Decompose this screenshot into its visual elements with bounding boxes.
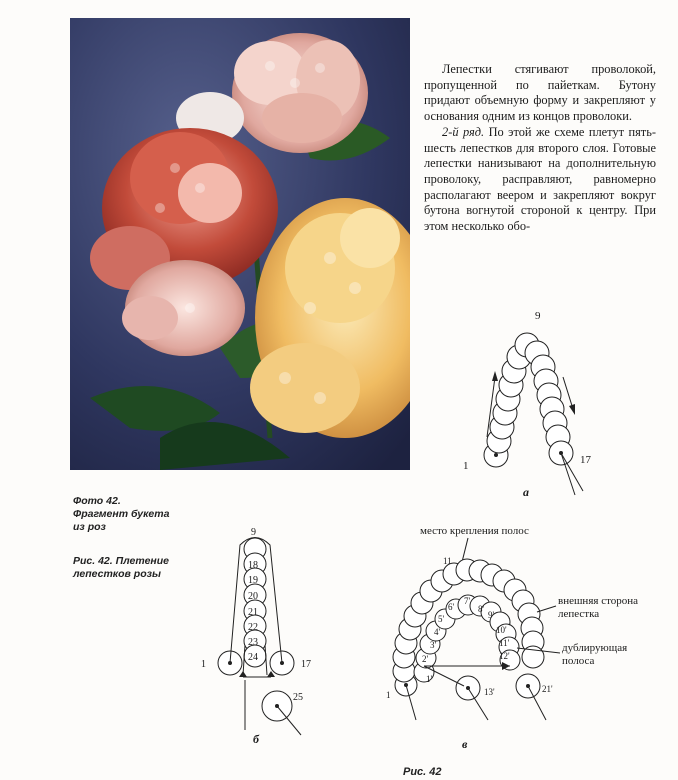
diagram-b-label: б bbox=[253, 732, 259, 745]
diagram-b-num-19: 19 bbox=[248, 575, 258, 586]
diagram-v bbox=[372, 520, 678, 755]
photo-caption: Фото 42. Фрагмент букета из роз bbox=[73, 495, 170, 533]
row-heading: 2-й ряд. bbox=[442, 124, 485, 139]
num-8p: 8' bbox=[478, 604, 485, 614]
diagram-b-bottom-number: 25 bbox=[293, 692, 303, 703]
num-3p: 3' bbox=[430, 640, 437, 650]
paragraph-2 bbox=[424, 125, 656, 235]
rose-bouquet-photo bbox=[70, 18, 410, 470]
diagram-b-num-23: 23 bbox=[248, 637, 258, 648]
outer-side-label-1: внешняя сторона bbox=[558, 595, 639, 607]
body-text bbox=[424, 62, 656, 235]
figure-caption: Рис. 42. Плетение лепестков розы bbox=[73, 555, 170, 580]
diagram-a-right-number: 17 bbox=[580, 454, 591, 466]
figure-title: Рис. 42 bbox=[403, 766, 442, 778]
num-9p: 9' bbox=[488, 610, 495, 620]
num-11: 11 bbox=[443, 556, 452, 566]
diagram-a-left-number: 1 bbox=[463, 460, 469, 472]
num-13p: 13' bbox=[484, 687, 495, 697]
num-1p: 1' bbox=[426, 674, 433, 684]
num-11p: 11' bbox=[499, 638, 510, 648]
dup-strip-label-2: полоса bbox=[562, 655, 595, 667]
num-10p: 10' bbox=[496, 625, 507, 635]
attach-point-label: место крепления полос bbox=[420, 525, 529, 537]
diagram-a bbox=[455, 305, 605, 500]
num-4p: 4' bbox=[434, 627, 441, 637]
num-6p: 6' bbox=[448, 602, 455, 612]
diagram-b-num-20: 20 bbox=[248, 591, 258, 602]
diagram-b-num-18: 18 bbox=[248, 560, 258, 571]
num-2p: 2' bbox=[422, 654, 429, 664]
diagram-b bbox=[195, 525, 325, 745]
diagram-b-num-9: 9 bbox=[251, 527, 256, 538]
num-21p: 21' bbox=[542, 684, 553, 694]
diagram-v-label: в bbox=[462, 737, 468, 751]
num-7p: 7' bbox=[464, 596, 471, 606]
num-12p: 12' bbox=[499, 651, 510, 661]
outer-side-label-2: лепестка bbox=[558, 608, 600, 620]
paragraph-1: Лепестки стягивают проволокой, пропущенной по пайеткам. Бутону придают объемную форму и закрепляют у основания одним из концов проволоки. bbox=[424, 62, 656, 124]
diagram-b-num-22: 22 bbox=[248, 622, 258, 633]
dup-strip-label-1: дублирующая bbox=[562, 642, 628, 654]
paragraph-2-text: По этой же схеме плетут пять-шесть лепестков для второго слоя. Готовые лепестки нанизывают на дополнительную проволоку, расправляют, равномерно располагают веером и закрепляют вокруг бутона вогнутой стороной к центру. При этом несколько обо- bbox=[424, 124, 656, 234]
diagram-a-top-number: 9 bbox=[535, 310, 541, 322]
diagram-b-right-number: 17 bbox=[301, 659, 311, 670]
diagram-b-left-number: 1 bbox=[201, 659, 206, 670]
diagram-b-num-21: 21 bbox=[248, 607, 258, 618]
num-1: 1 bbox=[386, 690, 391, 700]
num-5p: 5' bbox=[438, 614, 445, 624]
diagram-a-label: а bbox=[523, 485, 529, 499]
diagram-b-num-24: 24 bbox=[248, 652, 258, 663]
